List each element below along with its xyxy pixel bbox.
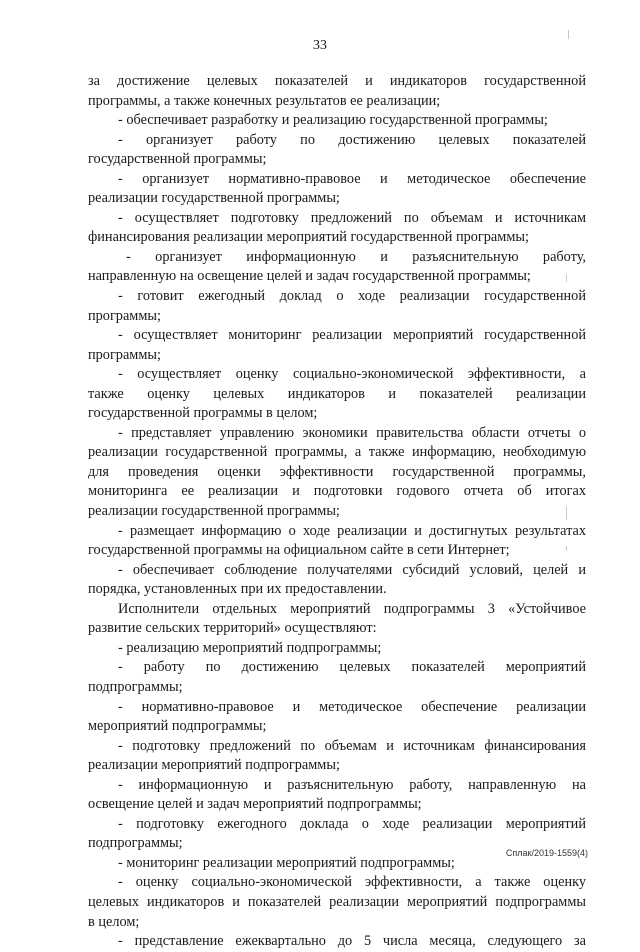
paragraph-line: порядка, установленных при их предоставлении.	[88, 581, 387, 598]
scan-mark	[568, 30, 569, 39]
paragraph-line: направленную на освещение целей и задач государственной программы;	[88, 268, 531, 285]
paragraph-line: реализации государственной программы, а также информацию, необходимую	[88, 444, 586, 461]
paragraph-line: - организует информационную и разъяснительную работу,	[126, 248, 586, 265]
paragraph-line: государственной программы в целом;	[88, 405, 318, 422]
paragraph-line: - нормативно-правовое и методическое обеспечение реализации	[118, 698, 586, 715]
paragraph-line: - размещает информацию о ходе реализации и достигнутых результатах	[118, 522, 586, 539]
paragraph-line: подпрограммы;	[88, 835, 183, 852]
paragraph-line: программы;	[88, 307, 161, 324]
paragraph-line: финансирования реализации мероприятий государственной программы;	[88, 229, 529, 246]
paragraph-line: для проведения оценки эффективности государственной программы,	[88, 463, 586, 480]
paragraph-line: целевых индикаторов и показателей реализации мероприятий подпрограммы	[88, 893, 586, 910]
paragraph-line: государственной программы;	[88, 151, 267, 168]
paragraph-line: также оценку целевых индикаторов и показателей реализации	[88, 385, 586, 402]
paragraph-line: программы;	[88, 346, 161, 363]
paragraph-line: в целом;	[88, 913, 140, 930]
paragraph-line: - осуществляет оценку социально-экономической эффективности, а	[118, 366, 586, 383]
paragraph-line: реализации мероприятий подпрограммы;	[88, 757, 340, 774]
paragraph-line: - осуществляет подготовку предложений по объемам и источникам	[118, 209, 586, 226]
paragraph-line: - представляет управлению экономики правительства области отчеты о	[118, 424, 586, 441]
paragraph-line: подпрограммы;	[88, 678, 183, 695]
paragraph-line: - работу по достижению целевых показателей мероприятий	[118, 659, 586, 676]
page-number: 33	[313, 38, 327, 53]
paragraph-line: развитие сельских территорий» осуществляют:	[88, 620, 377, 637]
paragraph-line: - обеспечивает разработку и реализацию государственной программы;	[118, 112, 548, 129]
paragraph-line: - подготовку предложений по объемам и источникам финансирования	[118, 737, 586, 754]
document-code: Сплак/2019-1559(4)	[505, 848, 588, 858]
paragraph-line: реализации государственной программы;	[88, 190, 340, 207]
paragraph-line: - осуществляет мониторинг реализации мероприятий государственной	[118, 327, 586, 344]
paragraph-line: - мониторинг реализации мероприятий подпрограммы;	[118, 854, 455, 871]
paragraph-line: - представление ежеквартально до 5 числа месяца, следующего за	[118, 933, 586, 950]
paragraph-line: Исполнители отдельных мероприятий подпрограммы 3 «Устойчивое	[118, 600, 586, 617]
paragraph-line: мероприятий подпрограммы;	[88, 718, 267, 735]
paragraph-line: освещение целей и задач мероприятий подпрограммы;	[88, 796, 422, 813]
paragraph-line: - обеспечивает соблюдение получателями субсидий условий, целей и	[118, 561, 586, 578]
paragraph-line: - реализацию мероприятий подпрограммы;	[118, 639, 382, 656]
paragraph-line: государственной программы на официальном сайте в сети Интернет;	[88, 542, 510, 559]
paragraph-line: - информационную и разъяснительную работу, направленную на	[118, 776, 586, 793]
paragraph-line: - организует работу по достижению целевых показателей	[118, 131, 586, 148]
paragraph-line: - подготовку ежегодного доклада о ходе реализации мероприятий	[118, 815, 586, 832]
paragraph-line: - организует нормативно-правовое и методическое обеспечение	[118, 170, 586, 187]
paragraph-line: - готовит ежегодный доклад о ходе реализации государственной	[118, 288, 586, 305]
paragraph-line: программы, а также конечных результатов ее реализации;	[88, 92, 441, 109]
paragraph-line: за достижение целевых показателей и индикаторов государственной	[88, 73, 586, 89]
document-body	[88, 72, 586, 952]
paragraph-line: реализации государственной программы;	[88, 503, 340, 520]
paragraph-line: - оценку социально-экономической эффективности, а также оценку	[118, 874, 586, 891]
paragraph-line: мониторинга ее реализации и подготовки годового отчета об итогах	[88, 483, 586, 500]
